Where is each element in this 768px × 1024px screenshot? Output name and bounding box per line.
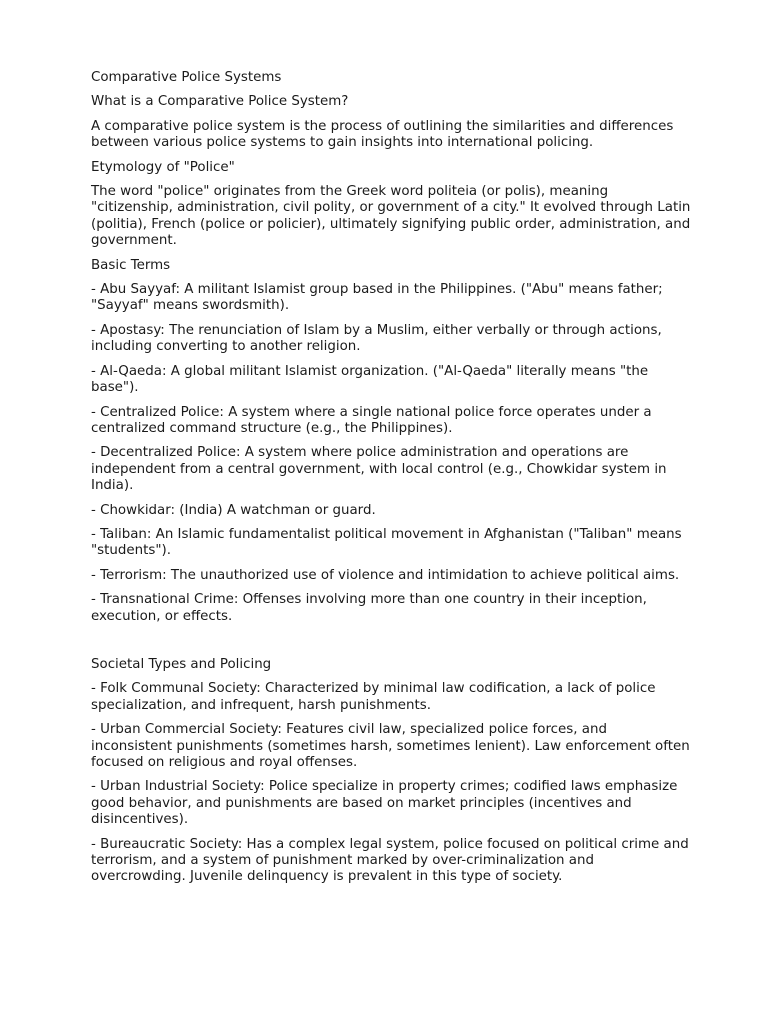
question-heading: What is a Comparative Police System? <box>91 94 349 110</box>
list-item: - Transnational Crime: Offenses involving more than one country in their inception, execution, or effects. <box>91 592 647 624</box>
list-item: - Taliban: An Islamic fundamentalist political movement in Afghanistan ("Taliban" means "students"). <box>91 526 682 559</box>
document-page <box>91 70 691 894</box>
list-item: - Abu Sayyaf: A militant Islamist group based in the Philippines. ("Abu" means father; "Sayyaf" means swordsmith). <box>91 282 663 314</box>
list-item: - Apostasy: The renunciation of Islam by a Muslim, either verbally or through actions, including converting to another religion. <box>91 322 662 355</box>
definition-paragraph: A comparative police system is the process of outlining the similarities and differences between various police systems to gain insights into international policing. <box>91 118 674 151</box>
section-spacer <box>91 633 691 657</box>
list-item: - Centralized Police: A system where a single national police force operates under a centralized command structure (e.g., the Philippines). <box>91 404 652 436</box>
list-item: - Bureaucratic Society: Has a complex legal system, police focused on political crime and terrorism, and a system of punishment marked by over-criminalization and overcrowding. Juvenile delinquency is prevalent in this type of society. <box>91 836 689 885</box>
list-item: - Urban Industrial Society: Police specialize in property crimes; codified laws emphasize good behavior, and punishments are based on market principles (incentives and disincentives). <box>91 779 678 828</box>
etymology-heading: Etymology of "Police" <box>91 159 235 175</box>
etymology-paragraph: The word "police" originates from the Greek word politeia (or polis), meaning "citizenship, administration, civil polity, or government of a city." It evolved through Latin (politia), French (police or policier), ultimately signifying public order, administration, and government. <box>91 184 691 249</box>
list-item: - Chowkidar: (India) A watchman or guard. <box>91 502 376 518</box>
list-item: - Decentralized Police: A system where police administration and operations are independent from a central government, with local control (e.g., Chowkidar system in India). <box>91 445 667 494</box>
list-item: - Folk Communal Society: Characterized by minimal law codification, a lack of police specialization, and infrequent, harsh punishments. <box>91 681 656 713</box>
societal-types-heading: Societal Types and Policing <box>91 656 272 672</box>
list-item: - Terrorism: The unauthorized use of violence and intimidation to achieve political aims. <box>91 567 680 583</box>
list-item: - Urban Commercial Society: Features civil law, specialized police forces, and inconsistent punishments (sometimes harsh, sometimes lenient). Law enforcement often focused on religious and royal offenses. <box>91 722 690 770</box>
document-title: Comparative Police Systems <box>91 70 282 85</box>
list-item: - Al-Qaeda: A global militant Islamist organization. ("Al-Qaeda" literally means "the base"). <box>91 363 649 396</box>
basic-terms-heading: Basic Terms <box>91 257 171 273</box>
